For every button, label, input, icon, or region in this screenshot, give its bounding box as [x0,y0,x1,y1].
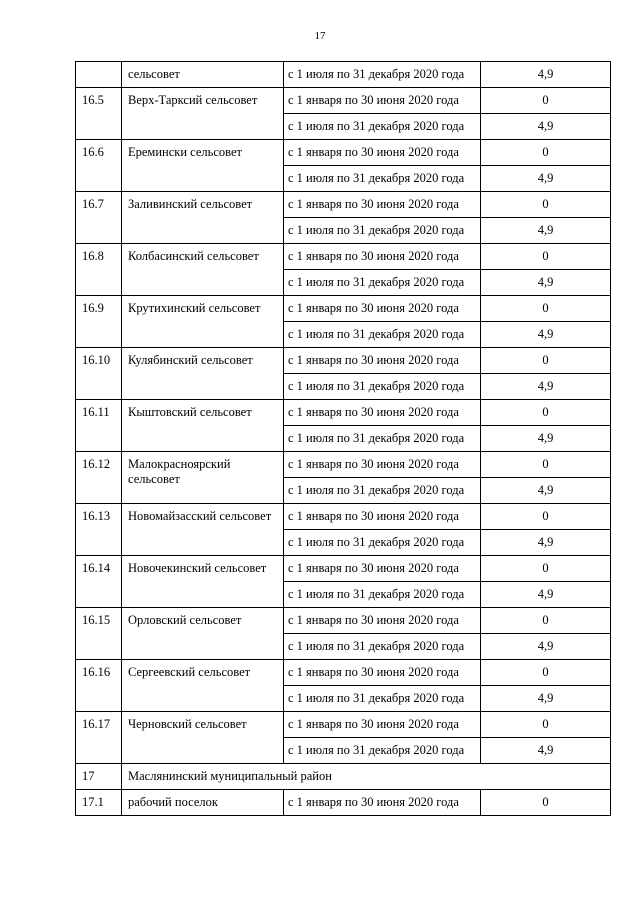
value-cell: 4,9 [481,374,611,400]
table-row [76,296,611,322]
settlement-name: Еремински сельсовет [122,140,284,192]
value-cell: 0 [481,608,611,634]
table-row [76,88,611,114]
value-cell: 0 [481,556,611,582]
period-cell: с 1 января по 30 июня 2020 года [284,244,481,270]
district-header-row [76,764,611,790]
settlement-name: Орловский сельсовет [122,608,284,660]
table-row [76,140,611,166]
settlement-name: Черновский сельсовет [122,712,284,764]
tariff-table [75,61,611,816]
value-cell: 4,9 [481,114,611,140]
period-cell: с 1 января по 30 июня 2020 года [284,192,481,218]
row-number: 16.17 [76,712,122,764]
settlement-name: Крутихинский сельсовет [122,296,284,348]
row-number: 16.5 [76,88,122,140]
row-number: 16.12 [76,452,122,504]
table-row [76,244,611,270]
value-cell: 0 [481,452,611,478]
settlement-name: Новочекинский сельсовет [122,556,284,608]
value-cell: 0 [481,140,611,166]
period-cell: с 1 июля по 31 декабря 2020 года [284,426,481,452]
value-cell: 4,9 [481,738,611,764]
table-row [76,556,611,582]
period-cell: с 1 июля по 31 декабря 2020 года [284,166,481,192]
period-cell: с 1 января по 30 июня 2020 года [284,452,481,478]
value-cell: 4,9 [481,686,611,712]
row-number: 17 [76,764,122,790]
period-cell: с 1 января по 30 июня 2020 года [284,608,481,634]
period-cell: с 1 июля по 31 декабря 2020 года [284,322,481,348]
period-cell: с 1 января по 30 июня 2020 года [284,790,481,816]
row-number: 16.11 [76,400,122,452]
settlement-name: Сергеевский сельсовет [122,660,284,712]
settlement-name: рабочий поселок [122,790,284,816]
row-number: 16.7 [76,192,122,244]
settlement-name: Верх-Тарксий сельсовет [122,88,284,140]
value-cell: 0 [481,88,611,114]
table-row [76,660,611,686]
settlement-name: Заливинский сельсовет [122,192,284,244]
value-cell: 0 [481,192,611,218]
value-cell: 0 [481,790,611,816]
row-number: 16.14 [76,556,122,608]
settlement-name: Колбасинский сельсовет [122,244,284,296]
settlement-name: сельсовет [122,62,284,88]
period-cell: с 1 июля по 31 декабря 2020 года [284,270,481,296]
period-cell: с 1 июля по 31 декабря 2020 года [284,738,481,764]
table-row [76,62,611,88]
value-cell: 4,9 [481,478,611,504]
value-cell: 0 [481,660,611,686]
settlement-name: Кыштовский сельсовет [122,400,284,452]
tariff-table-body [76,62,611,816]
row-number: 16.6 [76,140,122,192]
value-cell: 4,9 [481,322,611,348]
value-cell: 4,9 [481,218,611,244]
value-cell: 4,9 [481,582,611,608]
table-row [76,712,611,738]
district-name: Маслянинский муниципальный район [122,764,611,790]
row-number: 16.8 [76,244,122,296]
table-row [76,348,611,374]
row-number: 16.15 [76,608,122,660]
value-cell: 0 [481,244,611,270]
period-cell: с 1 июля по 31 декабря 2020 года [284,634,481,660]
value-cell: 4,9 [481,530,611,556]
row-number: 16.13 [76,504,122,556]
period-cell: с 1 июля по 31 декабря 2020 года [284,478,481,504]
period-cell: с 1 июля по 31 декабря 2020 года [284,374,481,400]
page-number: 17 [314,30,326,42]
value-cell: 4,9 [481,166,611,192]
period-cell: с 1 июля по 31 декабря 2020 года [284,114,481,140]
row-number: 16.16 [76,660,122,712]
settlement-name: Новомайзасский сельсовет [122,504,284,556]
value-cell: 0 [481,504,611,530]
period-cell: с 1 января по 30 июня 2020 года [284,88,481,114]
period-cell: с 1 июля по 31 декабря 2020 года [284,62,481,88]
value-cell: 0 [481,400,611,426]
value-cell: 4,9 [481,634,611,660]
period-cell: с 1 января по 30 июня 2020 года [284,712,481,738]
value-cell: 4,9 [481,426,611,452]
period-cell: с 1 января по 30 июня 2020 года [284,504,481,530]
period-cell: с 1 января по 30 июня 2020 года [284,660,481,686]
period-cell: с 1 июля по 31 декабря 2020 года [284,582,481,608]
table-row [76,400,611,426]
value-cell: 0 [481,348,611,374]
period-cell: с 1 января по 30 июня 2020 года [284,348,481,374]
settlement-name: Кулябинский сельсовет [122,348,284,400]
period-cell: с 1 января по 30 июня 2020 года [284,296,481,322]
period-cell: с 1 января по 30 июня 2020 года [284,400,481,426]
period-cell: с 1 июля по 31 декабря 2020 года [284,686,481,712]
settlement-name: Малокрасноярский сельсовет [122,452,284,504]
period-cell: с 1 января по 30 июня 2020 года [284,140,481,166]
table-row [76,504,611,530]
period-cell: с 1 июля по 31 декабря 2020 года [284,218,481,244]
row-number: 16.9 [76,296,122,348]
value-cell: 4,9 [481,270,611,296]
row-number: 16.10 [76,348,122,400]
table-row [76,608,611,634]
value-cell: 4,9 [481,62,611,88]
value-cell: 0 [481,712,611,738]
period-cell: с 1 января по 30 июня 2020 года [284,556,481,582]
table-row [76,452,611,478]
row-number: 17.1 [76,790,122,816]
row-number [76,62,122,88]
period-cell: с 1 июля по 31 декабря 2020 года [284,530,481,556]
value-cell: 0 [481,296,611,322]
table-row [76,192,611,218]
table-row [76,790,611,816]
